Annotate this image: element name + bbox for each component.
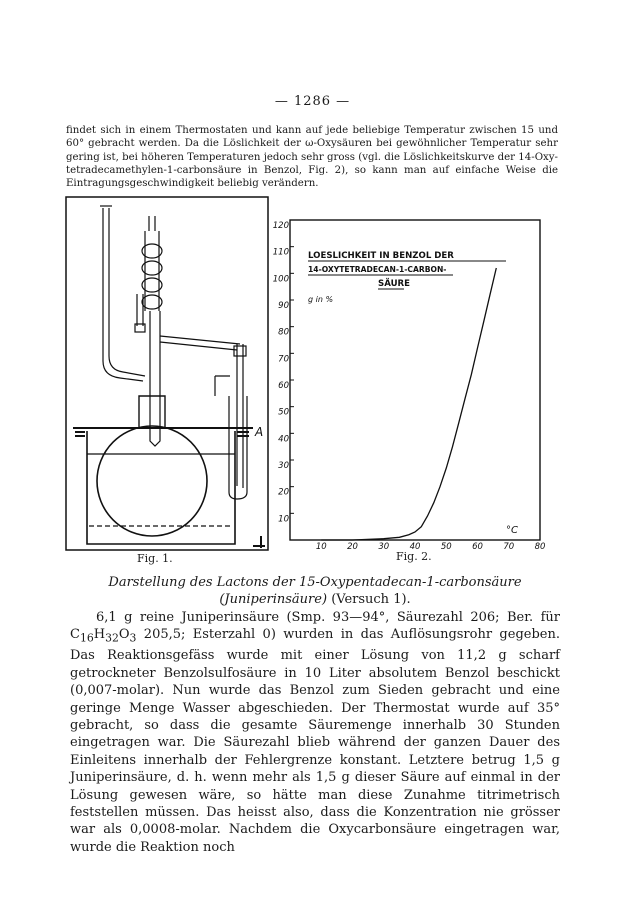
- formula-sub-3: 3: [129, 632, 137, 645]
- x-tick-label: 30: [378, 542, 390, 552]
- x-tick-label: 80: [534, 542, 546, 552]
- x-tick-label: 50: [440, 542, 452, 552]
- caption-line-1: Darstellung des Lactons der 15-Oxypentadecan-1-carbonsäure: [108, 575, 522, 590]
- y-axis-label: g in %: [308, 295, 334, 304]
- y-tick-label: 60: [278, 381, 289, 391]
- intro-paragraph: findet sich in einem Thermostaten und kann auf jede beliebige Temperatur zwischen 15 und 60° gebracht werden. Da die Löslichkeit der ω-Oxysäuren bei gewöhnlicher Temperatur sehr gering ist, bei höheren Temperaturen jedoch sehr gross (vgl. die Löslichkeitskurve der 14-Oxy-tetradecamethylen-1-carbonsäure in Benzol, Fig. 2), so kann man auf einfache Weise die Eintragungsgeschwindigkeit beliebig verändern.: [66, 125, 558, 190]
- x-axis-label: °C: [506, 525, 518, 536]
- solubility-curve: [321, 268, 496, 540]
- figure-2: [272, 220, 548, 563]
- y-tick-label: 30: [278, 461, 289, 471]
- apparatus-label-a: A: [255, 425, 264, 439]
- body-text-c: O: [118, 627, 130, 643]
- body-text-d: 205,5; Esterzahl 0) wurden in das Auflösungsrohr gegeben. Das Reaktionsgefäss wurde mit einer Lösung von 11,2 g scharf getrockneter Benzolsulfosäure in 10 Liter absolutem Benzol beschickt (0,007-molar). Nun wurde das Benzol zum Sieden gebracht und eine geringe Menge Wasser abgeschieden. Der Thermostat wurde auf 35° gebracht, so dass die gesamte Säuremenge innerhalb 30 Stunden eingetragen war. Die Säurezahl blieb während der ganzen Dauer des Einleitens innerhalb der Fehlergrenze konstant. Letztere betrug 1,5 g Juniperinsäure, d. h. wenn mehr als 1,5 g dieser Säure auf einmal in der Lösung gewesen wäre, so hätte man diese Zunahme titrimetrisch feststellen müssen. Das heisst also, dass die Konzentration nie grösser war als 0,0008-molar. Nachdem die Oxycarbonsäure eingetragen war, wurde die Reaktion noch: [70, 627, 560, 855]
- x-tick-label: 10: [315, 542, 327, 552]
- y-tick-label: 10: [278, 514, 289, 525]
- figure-caption: [70, 574, 560, 608]
- y-tick-label: 110: [272, 247, 289, 258]
- apparatus-drawing: [65, 196, 270, 552]
- x-tick-label: 20: [347, 542, 358, 552]
- figure-1: [65, 196, 270, 565]
- figure-2-label: Fig. 2.: [396, 550, 432, 563]
- x-tick-label: 70: [503, 542, 515, 552]
- chart-title-line-3: SÄURE: [378, 279, 411, 289]
- y-tick-label: 50: [278, 407, 289, 418]
- body-text-b: H: [93, 627, 106, 643]
- caption-line-2-plain: (Versuch 1).: [331, 592, 411, 607]
- solubility-chart: [272, 220, 548, 552]
- chart-title-line-1: LOESLICHKEIT IN BENZOL DER: [308, 251, 454, 261]
- formula-sub-2: 32: [105, 632, 119, 645]
- x-tick-label: 40: [409, 542, 421, 552]
- chart-title-line-2: 14-OXYTETRADECAN-1-CARBON-: [308, 265, 447, 274]
- y-tick-label: 40: [278, 434, 289, 445]
- body-text-a: 6,1 g reine Juniperinsäure (Smp. 93—94°, Säurezahl 206; Ber. für C: [70, 610, 560, 643]
- body-paragraph-1: [70, 609, 560, 856]
- y-tick-label: 100: [272, 274, 289, 285]
- formula-sub-1: 16: [79, 632, 94, 645]
- y-tick-label: 20: [278, 487, 289, 498]
- figure-1-label: Fig. 1.: [137, 552, 173, 565]
- y-tick-label: 120: [272, 221, 289, 231]
- y-tick-label: 90: [278, 301, 289, 311]
- caption-line-2-italic: (Juniperinsäure): [219, 592, 328, 607]
- x-tick-label: 60: [472, 542, 483, 552]
- y-tick-label: 70: [278, 354, 289, 365]
- y-tick-label: 80: [278, 327, 289, 338]
- body-paragraph: [70, 609, 560, 856]
- page-number: — 1286 —: [274, 94, 351, 109]
